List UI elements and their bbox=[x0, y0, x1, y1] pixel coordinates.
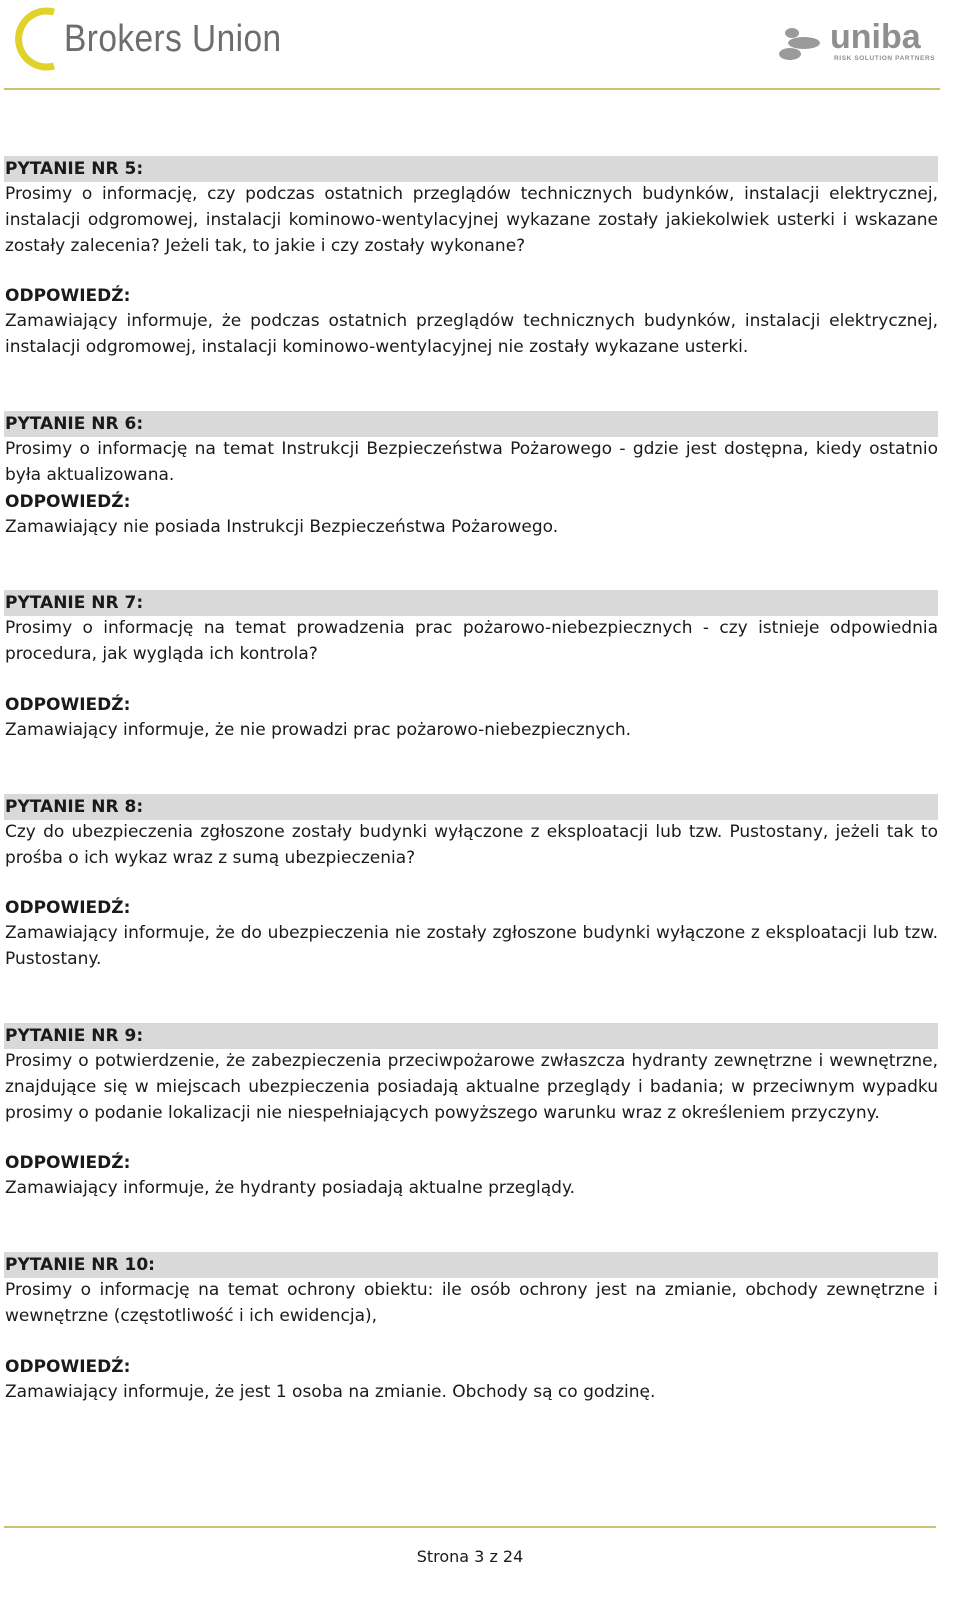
answer-label: ODPOWIEDŹ: bbox=[5, 1356, 131, 1377]
answer-label: ODPOWIEDŹ: bbox=[5, 286, 131, 307]
answer-text: Zamawiający nie posiada Instrukcji Bezpieczeństwa Pożarowego. bbox=[5, 516, 559, 537]
uniba-wordmark: uniba bbox=[830, 18, 921, 56]
question-title: PYTANIE NR 9: bbox=[4, 1023, 938, 1049]
question-text: Prosimy o informację na temat ochrony obiektu: ile osób ochrony jest na zmianie, obchody zewnętrzne i wewnętrzne (częstotliwość i ich ewidencja), bbox=[5, 1280, 938, 1326]
answer-text: Zamawiający informuje, że nie prowadzi prac pożarowo-niebezpiecznych. bbox=[5, 719, 632, 740]
spacer bbox=[4, 1126, 938, 1150]
header-divider bbox=[4, 88, 940, 90]
answer-label: ODPOWIEDŹ: bbox=[5, 694, 131, 715]
question-block-10 bbox=[4, 1252, 938, 1405]
question-title: PYTANIE NR 10: bbox=[4, 1252, 938, 1278]
question-text: Prosimy o informację na temat prowadzenia prac pożarowo-niebezpiecznych - czy istnieje odpowiednia procedura, jak wygląda ich kontrola? bbox=[5, 618, 938, 665]
document-body bbox=[4, 156, 938, 1456]
question-text: Prosimy o informację, czy podczas ostatnich przeglądów technicznych budynków, instalacji elektrycznej, instalacji odgromowej, instalacji kominowo-wentylacyjnej wykazane zostały jakiekolwiek usterki i wskazane zostały zalecenia? Jeżeli tak, to jakie i czy zostały wykonane? bbox=[5, 184, 938, 256]
page-header bbox=[0, 0, 960, 92]
question-text: Prosimy o informację na temat Instrukcji Bezpieczeństwa Pożarowego - gdzie jest dostępna, kiedy ostatnio była aktualizowana. bbox=[5, 438, 938, 485]
answer-label: ODPOWIEDŹ: bbox=[5, 1153, 131, 1174]
footer-divider bbox=[4, 1526, 936, 1528]
answer-label: ODPOWIEDŹ: bbox=[5, 491, 131, 512]
question-title: PYTANIE NR 8: bbox=[4, 794, 938, 820]
uniba-tagline: RISK SOLUTION PARTNERS bbox=[834, 55, 936, 62]
question-text: Prosimy o potwierdzenie, że zabezpieczenia przeciwpożarowe zwłaszcza hydranty zewnętrzne i wewnętrzne, znajdujące się w miejscach ubezpieczenia posiadają aktualne przeglądy i badania; w przeciwnym wypadku prosimy o podanie lokalizacji nie niespełniających powyższego warunku wraz z określeniem przyczyny. bbox=[5, 1050, 938, 1123]
question-text: Czy do ubezpieczenia zgłoszone zostały budynki wyłączone z eksploatacji lub tzw. Pustostany, jeżeli tak to prośba o ich wykaz wraz z sumą ubezpieczenia? bbox=[5, 821, 938, 868]
question-block-5 bbox=[4, 156, 938, 361]
answer-text: Zamawiający informuje, że podczas ostatnich przeglądów technicznych budynków, instalacji elektrycznej, instalacji odgromowej, instalacji kominowo-wentylacyjnej nie zostały wykazane usterki. bbox=[5, 311, 938, 358]
answer-label: ODPOWIEDŹ: bbox=[5, 898, 131, 919]
question-block-9 bbox=[4, 1023, 938, 1202]
answer-text: Zamawiający informuje, że do ubezpieczenia nie zostały zgłoszone budynki wyłączone z eksploatacji lub tzw. Pustostany. bbox=[5, 923, 938, 970]
brand-name: Brokers Union bbox=[64, 18, 282, 60]
spacer bbox=[4, 1330, 938, 1354]
answer-text: Zamawiający informuje, że jest 1 osoba na zmianie. Obchody są co godzinę. bbox=[5, 1381, 656, 1402]
question-block-7 bbox=[4, 590, 938, 743]
crescent-logo-icon bbox=[10, 6, 70, 72]
question-title: PYTANIE NR 5: bbox=[4, 156, 938, 182]
spacer bbox=[4, 871, 938, 895]
question-title: PYTANIE NR 7: bbox=[4, 590, 938, 616]
answer-text: Zamawiający informuje, że hydranty posiadają aktualne przeglądy. bbox=[5, 1178, 576, 1199]
uniba-logo bbox=[778, 18, 938, 68]
question-block-6 bbox=[4, 411, 938, 540]
brokers-union-logo bbox=[10, 6, 310, 72]
spacer bbox=[4, 259, 938, 283]
question-title: PYTANIE NR 6: bbox=[4, 411, 938, 437]
uniba-mark-icon bbox=[778, 24, 830, 64]
spacer bbox=[4, 668, 938, 692]
page-number: Strona 3 z 24 bbox=[416, 1547, 524, 1566]
question-block-8 bbox=[4, 794, 938, 973]
